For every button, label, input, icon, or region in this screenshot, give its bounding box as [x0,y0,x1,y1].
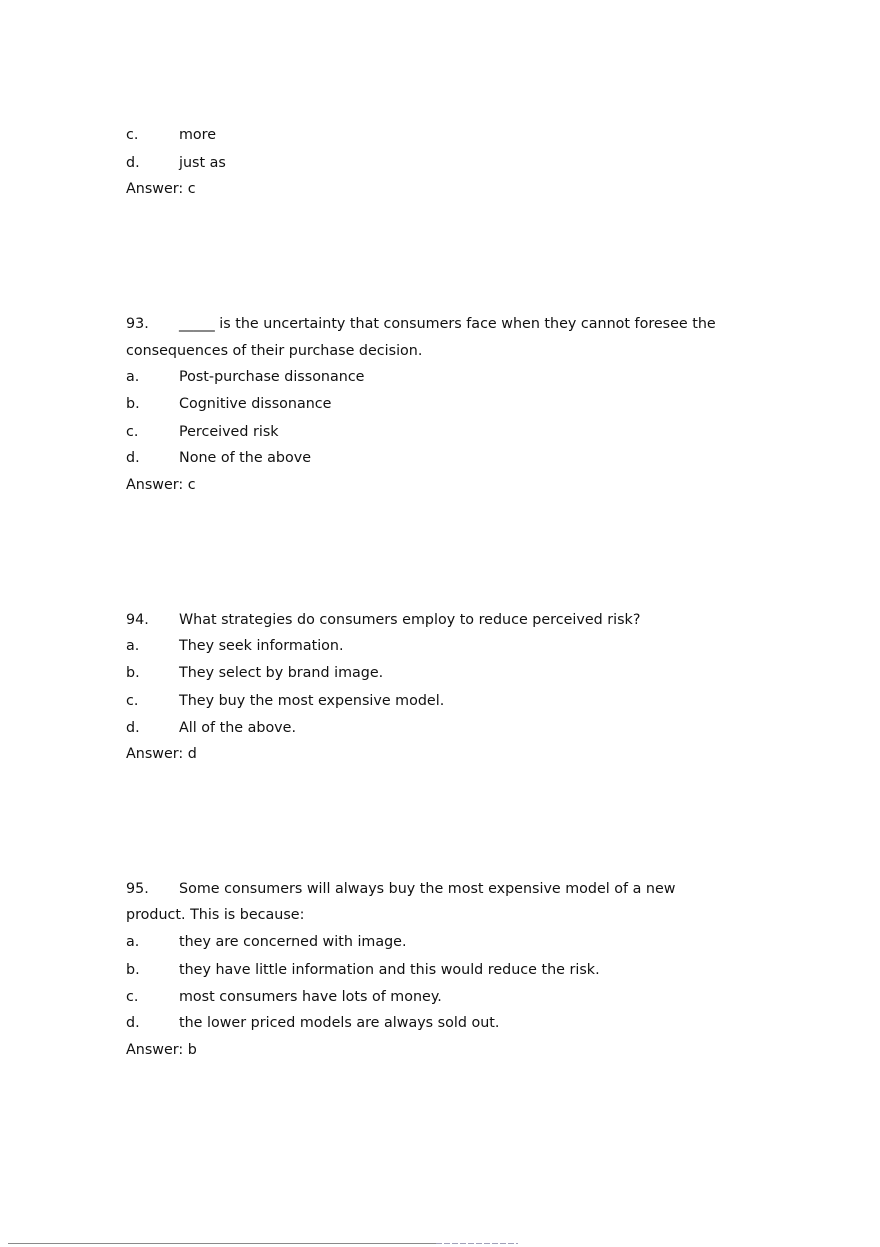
option-text: They buy the most expensive model. [179,693,445,709]
option-letter: c. [126,989,139,1005]
option-text: the lower priced models are always sold out. [179,1015,500,1031]
question-text: What strategies do consumers employ to reduce perceived risk? [179,612,641,628]
option-letter: c. [126,693,139,709]
answer-line: Answer: c [126,181,196,197]
option-text: They seek information. [179,638,344,654]
option-letter: d. [126,450,140,466]
option-text: just as [179,155,226,171]
question-number: 95. [126,881,149,897]
option-text: they are concerned with image. [179,934,407,950]
option-row [0,449,880,467]
option-letter: b. [126,962,140,978]
question-text: _____ is the uncertainty that consumers face when they cannot foresee the [179,316,716,332]
option-row [0,126,880,144]
option-letter: b. [126,665,140,681]
answer-line: Answer: d [126,746,197,762]
option-row [0,933,880,951]
option-row [0,961,880,979]
question-number: 94. [126,612,149,628]
option-letter: c. [126,424,139,440]
option-letter: c. [126,127,139,143]
option-text: All of the above. [179,720,296,736]
option-row [0,368,880,386]
option-text: Perceived risk [179,424,279,440]
option-text: more [179,127,217,143]
question-text: consequences of their purchase decision. [126,343,423,359]
option-text: None of the above [179,450,312,466]
option-letter: d. [126,1015,140,1031]
option-letter: a. [126,638,140,654]
option-row [0,423,880,441]
option-text: Post-purchase dissonance [179,369,365,385]
option-row [0,395,880,413]
option-letter: d. [126,155,140,171]
option-text: They select by brand image. [179,665,384,681]
question-stem [0,315,880,333]
option-row [0,692,880,710]
footer-rule-dotted [436,1243,518,1244]
footer-rule [8,1243,436,1244]
question-stem [0,342,880,360]
option-letter: b. [126,396,140,412]
option-text: they have little information and this would reduce the risk. [179,962,600,978]
option-letter: a. [126,369,140,385]
question-text: Some consumers will always buy the most expensive model of a new [179,881,676,897]
option-letter: a. [126,934,140,950]
option-row [0,1014,880,1032]
option-letter: d. [126,720,140,736]
answer-line: Answer: c [126,477,196,493]
question-stem [0,880,880,898]
question-number: 93. [126,316,149,332]
option-row [0,664,880,682]
option-row [0,988,880,1006]
question-text: product. This is because: [126,907,305,923]
option-row [0,637,880,655]
option-text: Cognitive dissonance [179,396,332,412]
answer-line: Answer: b [126,1042,197,1058]
option-row [0,719,880,737]
option-row [0,154,880,172]
question-stem [0,611,880,629]
option-text: most consumers have lots of money. [179,989,442,1005]
question-stem [0,906,880,924]
